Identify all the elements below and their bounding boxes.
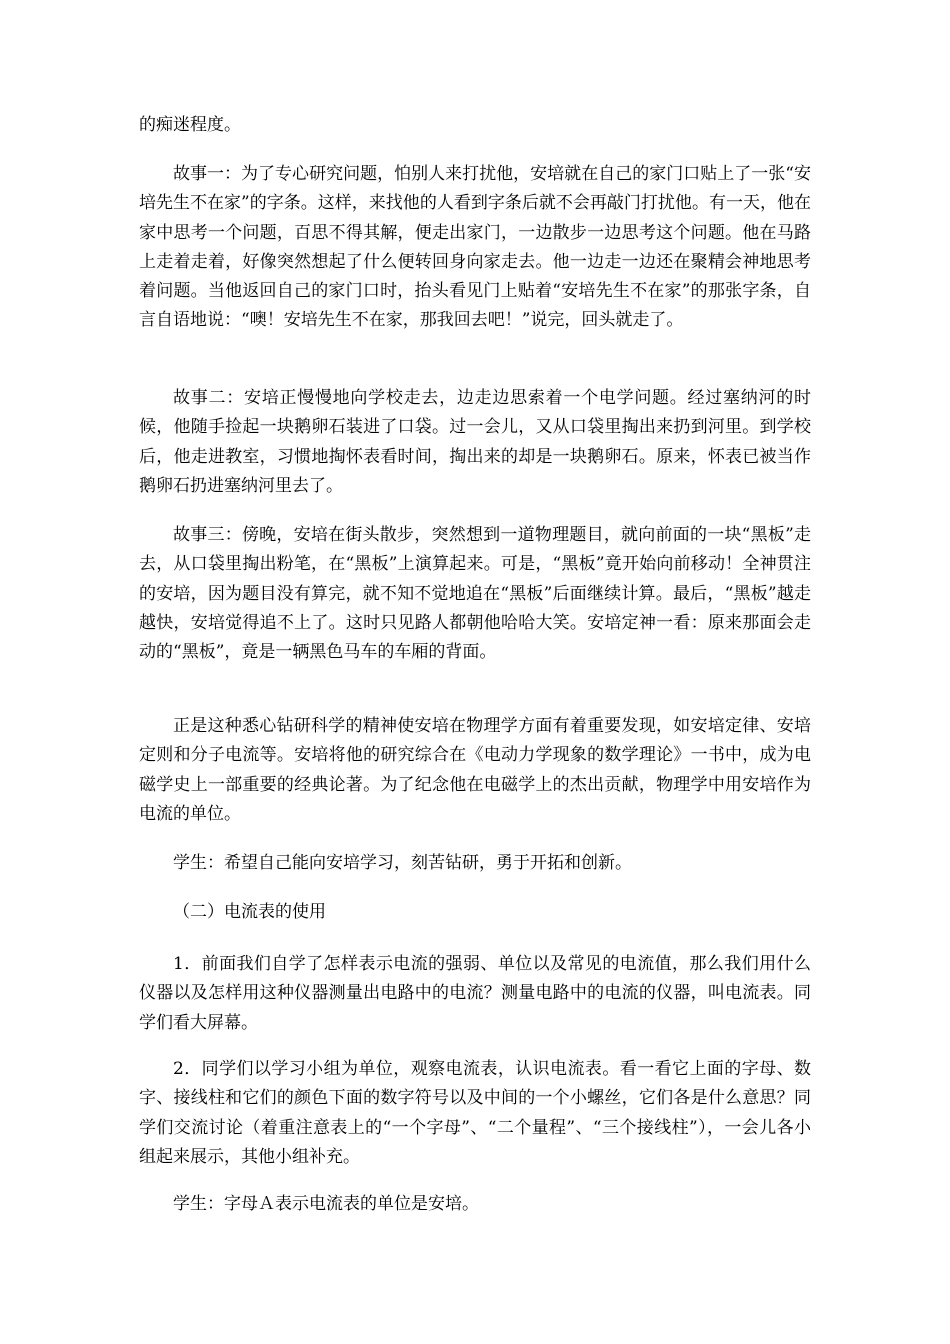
paragraph-step-two: 2．同学们以学习小组为单位，观察电流表，认识电流表。看一看它上面的字母、数字、接线柱和它们的颜色下面的数字符号以及中间的一个小螺丝，它们各是什么意思？同学们交流讨论（着重注意表上的“一个字母”、“二个量程”、“三个接线柱”），一会儿各小组起来展示，其他小组补充。: [139, 1059, 811, 1167]
paragraph-story-three: 故事三：傍晚，安培在街头散步，突然想到一道物理题目，就向前面的一块“黑板”走去，从口袋里掏出粉笔，在“黑板”上演算起来。可是，“黑板”竟开始向前移动！全神贯注的安培，因为题目没有算完，就不知不觉地追在“黑板”后面继续计算。最后，“黑板”越走越快，安培觉得追不上了。这时只见路人都朝他哈哈大笑。安培定神一看：原来那面会走动的“黑板”，竟是一辆黑色马车的车厢的背面。: [139, 525, 811, 663]
section-heading-ammeter: （二）电流表的使用: [173, 902, 326, 922]
paragraph-student-reflection: 学生：希望自己能向安培学习，刻苦钻研，勇于开拓和创新。: [173, 853, 632, 873]
paragraph-ampere-summary: 正是这种悉心钻研科学的精神使安培在物理学方面有着重要发现，如安培定律、安培定则和分子电流等。安培将他的研究综合在《电动力学现象的数学理论》一书中，成为电磁学史上一部重要的经典论著。为了纪念他在电磁学上的杰出贡献，物理学中用安培作为电流的单位。: [139, 716, 811, 824]
paragraph-story-one: 故事一：为了专心研究问题，怕别人来打扰他，安培就在自己的家门口贴上了一张“安培先生不在家”的字条。这样，来找他的人看到字条后就不会再敲门打扰他。有一天，他在家中思考一个问题，百思不得其解，便走出家门，一边散步一边思考这个问题。他在马路上走着走着，好像突然想起了什么便转回身向家走去。他一边走一边还在聚精会神地思考着问题。当他返回自己的家门口时，抬头看见门上贴着“安培先生不在家”的那张字条，自言自语地说：“噢！安培先生不在家，那我回去吧！”说完，回头就走了。: [139, 164, 811, 331]
paragraph-continuation: 的痴迷程度。: [139, 115, 241, 135]
paragraph-student-answer: 学生：字母Ａ表示电流表的单位是安培。: [173, 1194, 479, 1214]
paragraph-story-two: 故事二：安培正慢慢地向学校走去，边走边思索着一个电学问题。经过塞纳河的时候，他随手捡起一块鹅卵石装进了口袋。过一会儿，又从口袋里掏出来扔到河里。到学校后，他走进教室，习惯地掏怀表看时间，掏出来的却是一块鹅卵石。原来，怀表已被当作鹅卵石扔进塞纳河里去了。: [139, 388, 811, 496]
paragraph-step-one: 1．前面我们自学了怎样表示电流的强弱、单位以及常见的电流值，那么我们用什么仪器以及怎样用这种仪器测量出电路中的电流？测量电路中的电流的仪器，叫电流表。同学们看大屏幕。: [139, 954, 811, 1033]
